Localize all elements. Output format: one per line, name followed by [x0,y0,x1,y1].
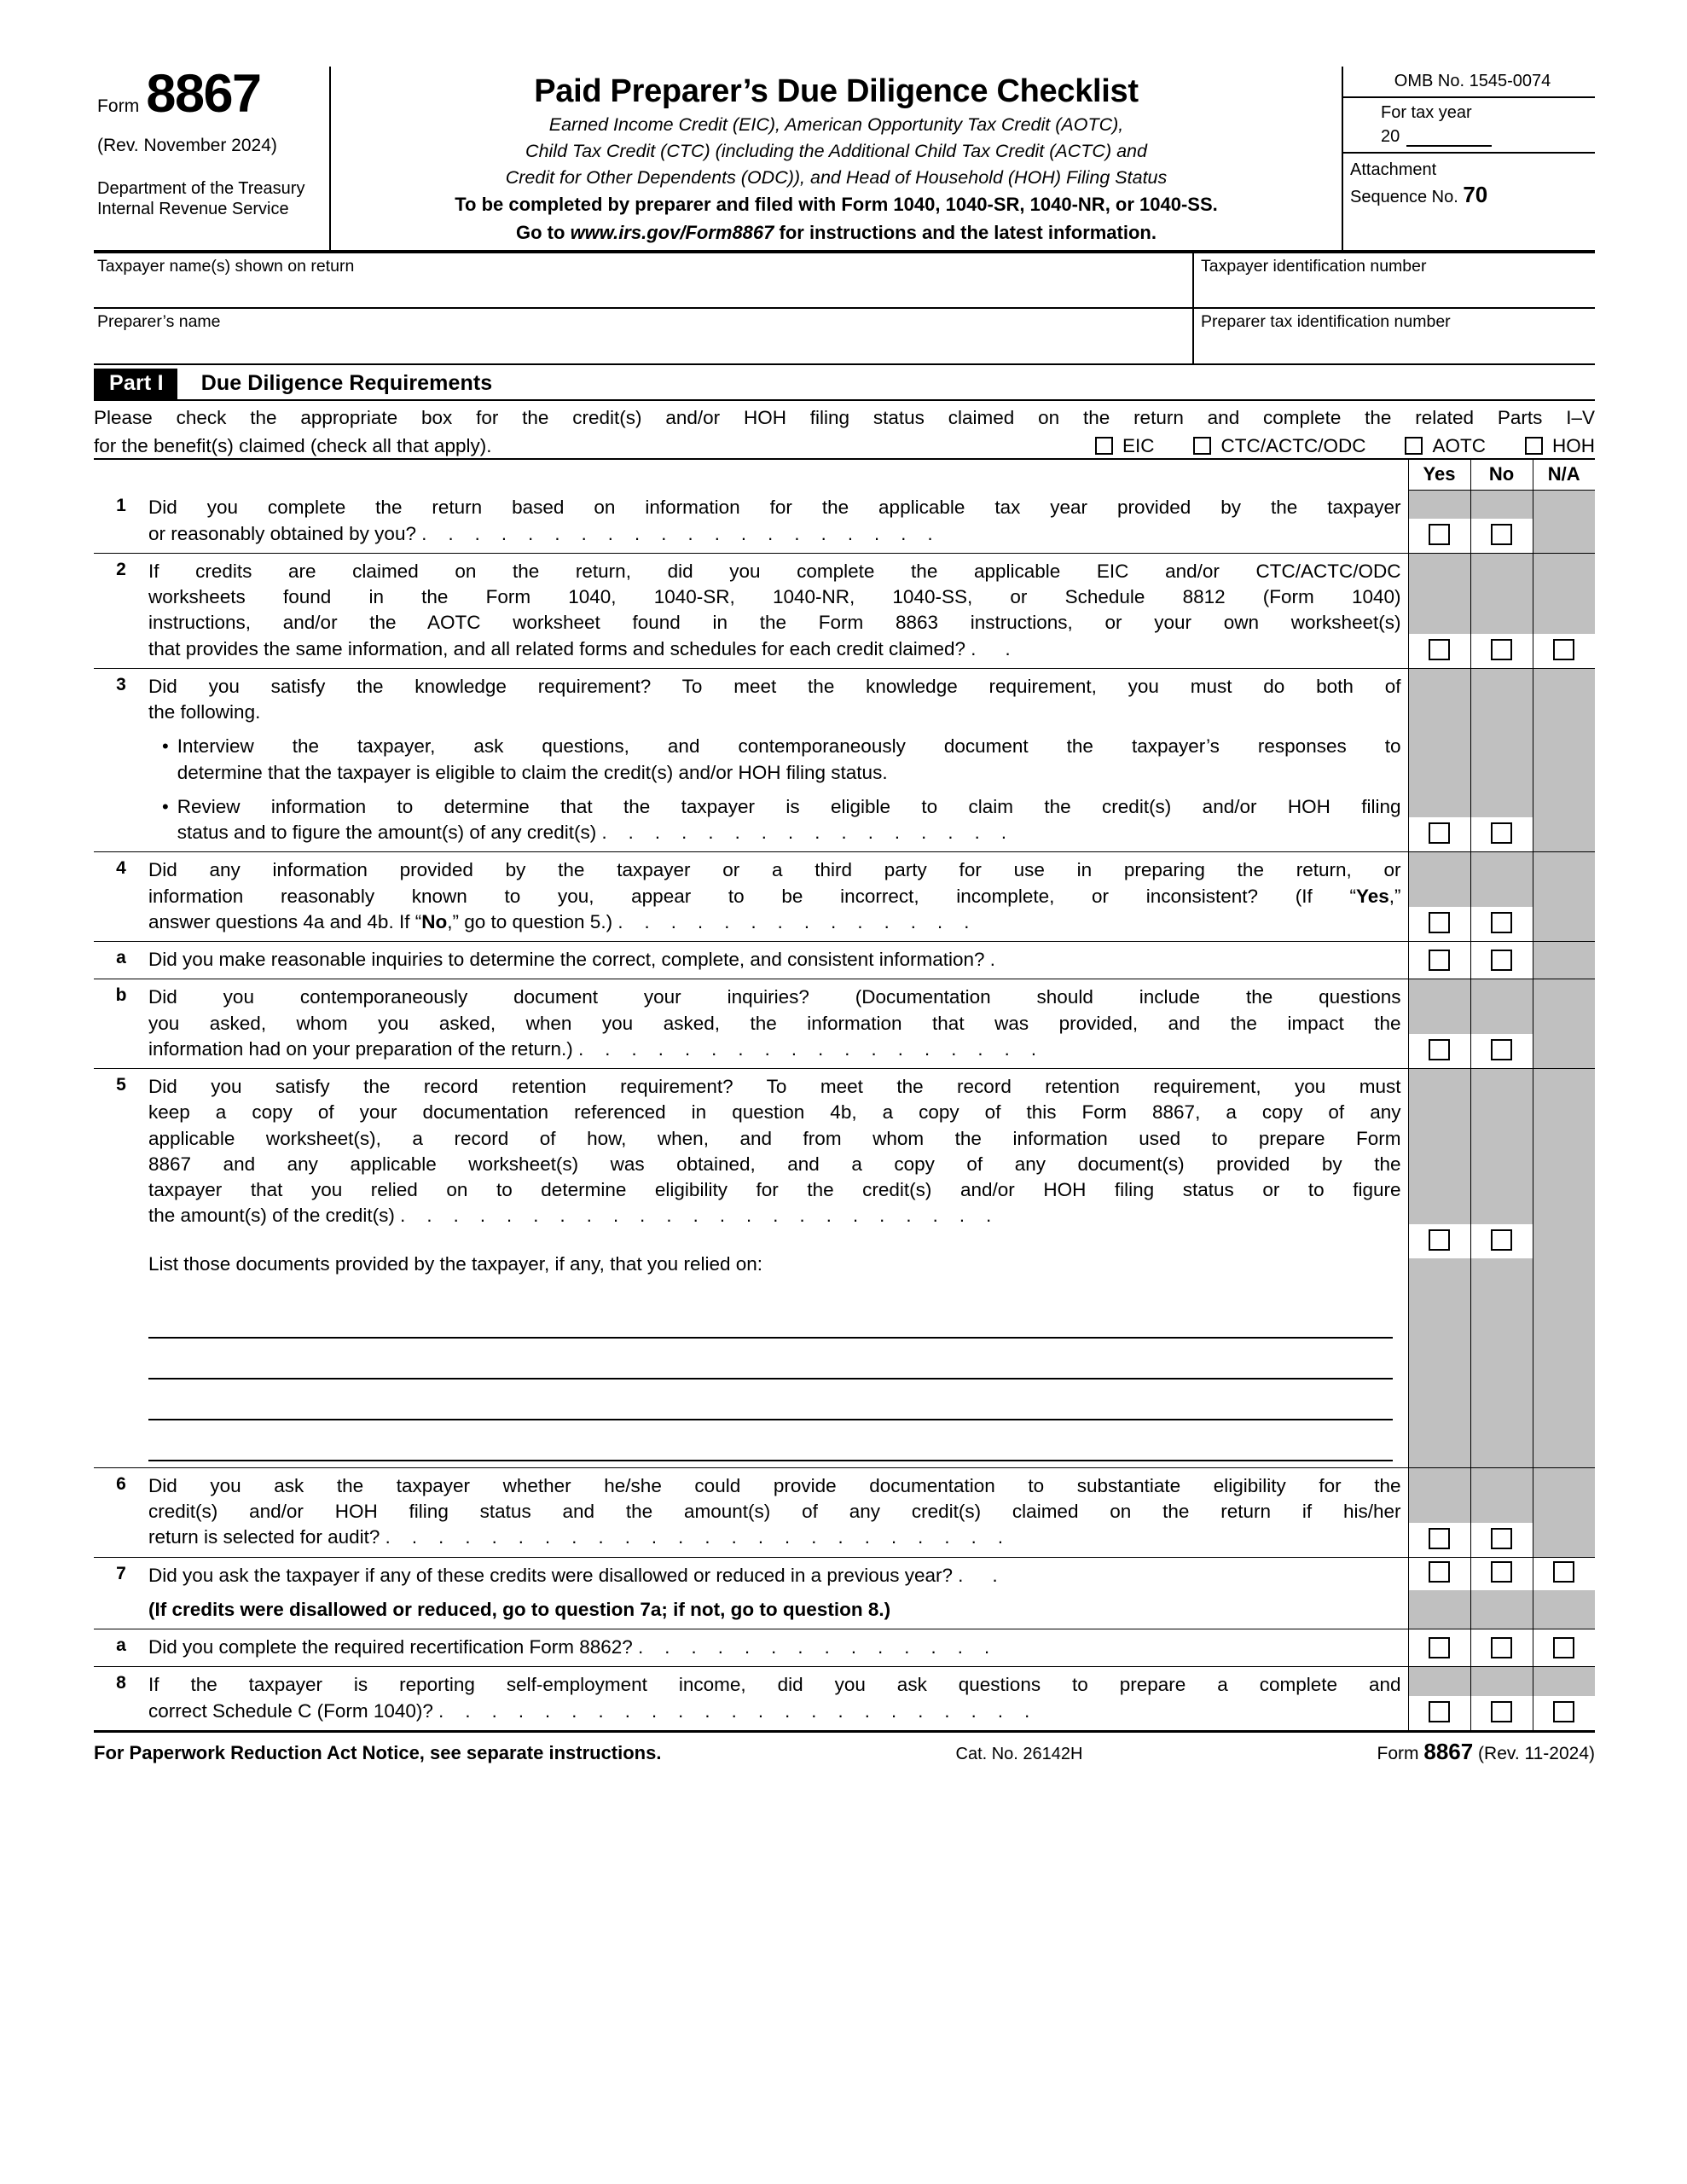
q1-line-2 [148,521,1401,547]
q6-line-3-text: return is selected for audit? [148,1526,380,1548]
checkbox-eic[interactable] [1095,433,1155,459]
answer-yes-4b[interactable] [1408,979,1470,1069]
answer-na-4 [1533,852,1595,942]
leader-dots: . . [971,637,1023,659]
part-1-badge: Part I [94,369,177,399]
answer-no-7[interactable] [1470,1557,1533,1629]
footer-form-rev: (Rev. 11-2024) [1478,1743,1595,1763]
department-line-1: Department of the Treasury [97,178,305,198]
q5-line-2: keep a copy of your documentation referenced in question 4b, a copy of this Form 8867, a copy of any [148,1101,1401,1124]
taxpayer-id-cell[interactable] [1194,253,1595,307]
question-text-6 [148,1467,1408,1557]
taxpayer-name-cell[interactable] [94,253,1194,307]
checkbox-yes[interactable] [1429,1561,1450,1583]
checkbox-aotc[interactable] [1405,433,1486,459]
table-row [94,852,1595,942]
question-text-4b [148,979,1408,1069]
checkbox-no[interactable] [1491,639,1512,660]
footer-form-number: 8867 [1423,1738,1474,1764]
checkbox-ctc-actc-odc-label: CTC/ACTC/ODC [1220,434,1366,456]
checkbox-no[interactable] [1491,912,1512,933]
question-text-8 [148,1667,1408,1730]
answer-yes-6[interactable] [1408,1467,1470,1557]
checkbox-no[interactable] [1491,950,1512,971]
q5-line-6 [148,1203,1401,1228]
checkbox-no[interactable] [1491,822,1512,844]
answer-yes-2[interactable] [1408,553,1470,668]
answer-no-8[interactable] [1470,1667,1533,1730]
table-row [94,490,1595,553]
header-left-block [94,64,331,250]
part-1-header [94,369,1595,401]
question-text-2 [148,553,1408,668]
q4b-line-3-text: information had on your preparation of the return.) [148,1037,573,1060]
subtitle-line-1: Earned Income Credit (EIC), American Opportunity Tax Credit (AOTC), [548,113,1124,135]
bullet-icon: • [162,735,169,758]
answer-na-7a[interactable] [1533,1629,1595,1667]
table-row [94,668,1595,852]
q3-bullet-1-line-2: determine that the taxpayer is eligible to claim the credit(s) and/or HOH filing status. [177,761,888,783]
goto-suffix: for instructions and the latest information. [774,222,1157,244]
checkbox-no[interactable] [1491,1561,1512,1583]
answer-na-5 [1533,1069,1595,1468]
q7-line-1-text: Did you ask the taxpayer if any of these credits were disallowed or reduced in a previous year? [148,1564,954,1586]
answer-na-3 [1533,668,1595,852]
list-documents-prompt: List those documents provided by the taxpayer, if any, that you relied on: [148,1252,763,1275]
q2-line-2: worksheets found in the Form 1040, 1040-SR, 1040-NR, 1040-SS, or Schedule 8812 (Form 1040) [148,586,1401,608]
leader-dots: . . . . . . . . . . . . . . . . [601,822,1015,844]
form-footer [94,1730,1595,1765]
instruction-line-2-text: for the benefit(s) claimed (check all that apply). [94,434,492,456]
goto-instruction [339,221,1333,246]
answer-no-5[interactable] [1470,1069,1533,1468]
answer-column-headers [94,459,1595,490]
checkbox-yes[interactable] [1429,1701,1450,1722]
taxpayer-id-label: Taxpayer identification number [1201,256,1427,276]
answer-yes-4a[interactable] [1408,942,1470,979]
answer-no-7a[interactable] [1470,1629,1533,1667]
preparer-name-cell[interactable] [94,309,1194,363]
part-1-instructions [94,401,1595,459]
q7a-line-1 [148,1635,1401,1660]
answer-no-1[interactable] [1470,490,1533,553]
spacer-header-num [94,459,148,490]
answer-yes-3[interactable] [1408,668,1470,852]
form-number: 8867 [146,64,261,124]
form-8867 [94,64,1595,1765]
leader-dots: . [989,949,1007,971]
column-header-yes: Yes [1408,459,1470,490]
preparer-tin-label: Preparer tax identification number [1201,311,1451,331]
q1-line-1: Did you complete the return based on information for the applicable tax year provided by the taxpayer [148,497,1401,519]
spacer-header-text [148,459,1408,490]
question-number-1: 1 [94,490,148,553]
leader-dots: . . . . . . . . . . . . . . . . . . . . . . . [438,1699,1038,1722]
tax-year-input[interactable] [1406,131,1492,147]
table-row [94,979,1595,1069]
q7-line-1 [148,1563,1401,1589]
q3-line-1: Did you satisfy the knowledge requirement? To meet the knowledge requirement, you must do both of [148,675,1401,697]
revision-date: (Rev. November 2024) [97,135,277,155]
q4b-line-2: you asked, whom you asked, when you asked, the information that was provided, and the impact the [148,1012,1401,1034]
question-text-5 [148,1069,1408,1468]
catalog-number: Cat. No. 26142H [955,1744,1083,1763]
question-number-6: 6 [94,1467,148,1557]
taxpayer-row [94,253,1595,309]
leader-dots: . . . . . . . . . . . . . . . . . . . . . . . . [385,1526,1012,1548]
leader-dots: . . . . . . . . . . . . . . [638,1636,998,1658]
q6-line-1: Did you ask the taxpayer whether he/she could provide documentation to substantiate eligibility for the [148,1474,1401,1496]
question-text-4 [148,852,1408,942]
goto-prefix: Go to [516,222,571,244]
omb-number: OMB No. 1545-0074 [1343,67,1595,98]
instruction-line-1: Please check the appropriate box for the credit(s) and/or HOH filing status claimed on the return and complete the related Parts I–V [94,406,1595,428]
sequence-number: 70 [1463,182,1488,207]
answer-na-2[interactable] [1533,553,1595,668]
checkbox-yes[interactable] [1429,950,1450,971]
tax-year-prefix: 20 [1381,127,1400,146]
question-number-8: 8 [116,1673,126,1693]
answer-no-4a[interactable] [1470,942,1533,979]
answer-na-4b [1533,979,1595,1069]
department-block [94,178,322,220]
q5-line-1: Did you satisfy the record retention requirement? To meet the record retention requirement, you must [148,1076,1401,1098]
bullet-icon: • [162,795,169,817]
checkbox-yes[interactable] [1429,639,1450,660]
answer-yes-8[interactable] [1408,1667,1470,1730]
q4a-line-1 [148,947,1401,973]
question-number-7: 7 [94,1557,148,1629]
q3-bullet-2-body [177,794,1401,846]
checkbox-aotc-label: AOTC [1432,434,1486,456]
checkbox-na[interactable] [1553,1637,1574,1658]
checkbox-na[interactable] [1553,1701,1574,1722]
q4-line-1: Did any information provided by the taxpayer or a third party for use in preparing the return, or [148,859,1401,881]
checkbox-hoh[interactable] [1525,433,1595,459]
subtitle-line-2: Child Tax Credit (CTC) (including the Additional Child Tax Credit (ACTC) and [525,140,1147,161]
irs-url[interactable]: www.irs.gov/Form8867 [570,222,774,244]
leader-dots: . . . . . . . . . . . . . . . . . . . . . . . [400,1205,1000,1227]
answer-no-2[interactable] [1470,553,1533,668]
checkbox-yes[interactable] [1429,1528,1450,1549]
q4-line-3: answer questions 4a and 4b. If “No,” go to question 5.) . . . . . . . . . . . . . . [148,910,977,932]
question-number-4a: a [94,942,148,979]
question-text-1 [148,490,1408,553]
q4-line-2: information reasonably known to you, appear to be incorrect, incomplete, or inconsistent? (If “Yes,” [148,885,1401,907]
question-number-5: 5 [94,1069,148,1468]
footer-form-id [1377,1739,1595,1765]
form-header [94,64,1595,253]
page-title: Paid Preparer’s Due Diligence Checklist [534,73,1139,109]
taxpayer-name-label: Taxpayer name(s) shown on return [97,256,355,276]
q2-line-1: If credits are claimed on the return, did you complete the applicable EIC and/or CTC/ACTC/ODC [148,560,1401,582]
answer-yes-1[interactable] [1408,490,1470,553]
q2-line-3: instructions, and/or the AOTC worksheet found in the Form 8863 instructions, or your own worksheet(s) [148,612,1401,634]
answer-na-4a [1533,942,1595,979]
q8-line-2-text: correct Schedule C (Form 1040)? [148,1699,433,1722]
q5-line-4: 8867 and any applicable worksheet(s) was obtained, and a copy of any document(s) provided by the [148,1153,1401,1175]
document-line-4[interactable] [148,1420,1393,1461]
footer-form-label: Form [1377,1743,1419,1763]
document-line-2[interactable] [148,1339,1393,1380]
question-text-7 [148,1557,1408,1629]
table-row [94,553,1595,668]
q8-line-1: If the taxpayer is reporting self-employment income, did you ask questions to prepare a complete and [148,1674,1401,1696]
answer-na-6 [1533,1467,1595,1557]
attachment-sequence [1343,154,1595,215]
table-row [94,1557,1595,1629]
leader-dots: . . . . . . . . . . . . . . . . . . . . [421,522,942,544]
checkbox-yes[interactable] [1429,524,1450,545]
checkbox-hoh-label: HOH [1552,434,1595,456]
table-row [94,1667,1595,1730]
table-row [94,1629,1595,1667]
q3-bullet-2-line-1: Review information to determine that the taxpayer is eligible to claim the credit(s) and/or HOH filing [177,795,1401,817]
q3-line-2: the following. [148,701,261,723]
filing-instruction: To be completed by preparer and filed with Form 1040, 1040-SR, 1040-NR, or 1040-SS. [455,194,1218,216]
answer-no-3[interactable] [1470,668,1533,852]
attachment-label: Attachment [1350,160,1437,179]
q5-line-5: taxpayer that you relied on to determine eligibility for the credit(s) and/or HOH filing status or to figure [148,1179,1401,1201]
for-tax-year-label: For tax year [1381,103,1472,122]
answer-yes-7a[interactable] [1408,1629,1470,1667]
checkbox-yes[interactable] [1429,1637,1450,1658]
q3-bullet-1-body [177,734,1401,786]
question-text-3 [148,668,1408,852]
leader-dots: . . . . . . . . . . . . . . . . . . [578,1037,1045,1060]
column-header-na: N/A [1533,459,1595,490]
q1-line-2-text: or reasonably obtained by you? [148,522,416,544]
q8-line-2 [148,1699,1401,1724]
preparer-tin-cell[interactable] [1194,309,1595,363]
paperwork-notice: For Paperwork Reduction Act Notice, see separate instructions. [94,1741,662,1763]
question-text-7a [148,1629,1408,1667]
department-line-2: Internal Revenue Service [97,199,289,218]
q4b-line-1: Did you contemporaneously document your inquiries? (Documentation should include the questions [148,986,1401,1008]
q6-line-2: credit(s) and/or HOH filing status and the amount(s) of any credit(s) claimed on the return if his/her [148,1501,1401,1523]
answer-na-1 [1533,490,1595,553]
checkbox-na[interactable] [1553,639,1574,660]
preparer-name-label: Preparer’s name [97,311,221,331]
answer-yes-5[interactable] [1408,1069,1470,1468]
question-number-3: 3 [94,668,148,852]
checkbox-no[interactable] [1491,1229,1512,1251]
credit-checkbox-group [1095,433,1595,459]
checkbox-na[interactable] [1553,1561,1574,1583]
header-right-block [1343,67,1595,250]
subtitle-line-3: Credit for Other Dependents (ODC)), and Head of Household (HOH) Filing Status [505,167,1168,189]
tax-year-block [1343,98,1595,154]
due-diligence-questions-table [94,458,1595,1730]
q6-line-3 [148,1525,1401,1550]
checkbox-no[interactable] [1491,1637,1512,1658]
table-row [94,1069,1595,1468]
checkbox-ctc-actc-odc-box[interactable] [1193,437,1211,455]
q3-bullet-2 [148,794,1401,846]
part-1-title: Due Diligence Requirements [200,370,493,395]
checkbox-yes[interactable] [1429,1039,1450,1060]
answer-na-8[interactable] [1533,1667,1595,1730]
checkbox-yes[interactable] [1429,1229,1450,1251]
q3-bullet-2-line-2 [177,820,1401,845]
question-number-4: 4 [94,852,148,942]
answer-no-4[interactable] [1470,852,1533,942]
q4b-line-3 [148,1037,1401,1062]
checkbox-ctc-actc-odc[interactable] [1193,433,1365,459]
checkbox-yes[interactable] [1429,822,1450,844]
q3-bullet-2-line-2-text: status and to figure the amount(s) of any credit(s) [177,822,597,844]
preparer-row [94,309,1595,365]
header-title-block [331,67,1343,250]
leader-dots: . . . . . . . . . . . . . . [617,910,977,932]
q7-bold-note: (If credits were disallowed or reduced, go to question 7a; if not, go to question 8.) [148,1598,891,1620]
tax-year-entry[interactable] [1381,127,1590,147]
q5-line-3: applicable worksheet(s), a record of how, when, and from whom the information used to prepare Form [148,1127,1401,1149]
answer-no-6[interactable] [1470,1467,1533,1557]
document-line-1[interactable] [148,1298,1393,1339]
question-number-4b: b [94,979,148,1069]
q3-bullet-1 [148,734,1401,786]
answer-no-4b[interactable] [1470,979,1533,1069]
question-number-2: 2 [94,553,148,668]
question-text-4a [148,942,1408,979]
sequence-line [1350,181,1590,210]
q2-line-4-text: that provides the same information, and all related forms and schedules for each credit claimed? [148,637,966,659]
answer-na-7[interactable] [1533,1557,1595,1629]
checkbox-no[interactable] [1491,1528,1512,1549]
table-row [94,1467,1595,1557]
sequence-label: Sequence No. [1350,188,1458,206]
checkbox-yes[interactable] [1429,912,1450,933]
answer-yes-7[interactable] [1408,1557,1470,1629]
checkbox-no[interactable] [1491,1039,1512,1060]
checkbox-no[interactable] [1491,1701,1512,1722]
checkbox-eic-box[interactable] [1095,437,1113,455]
checkbox-aotc-box[interactable] [1405,437,1423,455]
instruction-line-2 [94,433,1595,459]
checkbox-hoh-box[interactable] [1525,437,1543,455]
column-header-no: No [1470,459,1533,490]
q7a-line-1-text: Did you complete the required recertification Form 8862? [148,1636,633,1658]
checkbox-no[interactable] [1491,524,1512,545]
q2-line-4 [148,636,1401,662]
answer-yes-4[interactable] [1408,852,1470,942]
leader-dots: . . [958,1564,1010,1586]
q5-line-6-text: the amount(s) of the credit(s) [148,1205,395,1227]
form-word-label: Form [97,96,140,116]
document-line-3[interactable] [148,1380,1393,1420]
form-identifier [94,64,322,124]
q4a-line-1-text: Did you make reasonable inquiries to determine the correct, complete, and consistent information? [148,949,985,971]
table-row [94,942,1595,979]
q3-bullet-1-line-1: Interview the taxpayer, ask questions, and contemporaneously document the taxpayer’s responses to [177,735,1401,758]
question-number-7a: a [94,1629,148,1667]
checkbox-eic-label: EIC [1122,434,1155,456]
